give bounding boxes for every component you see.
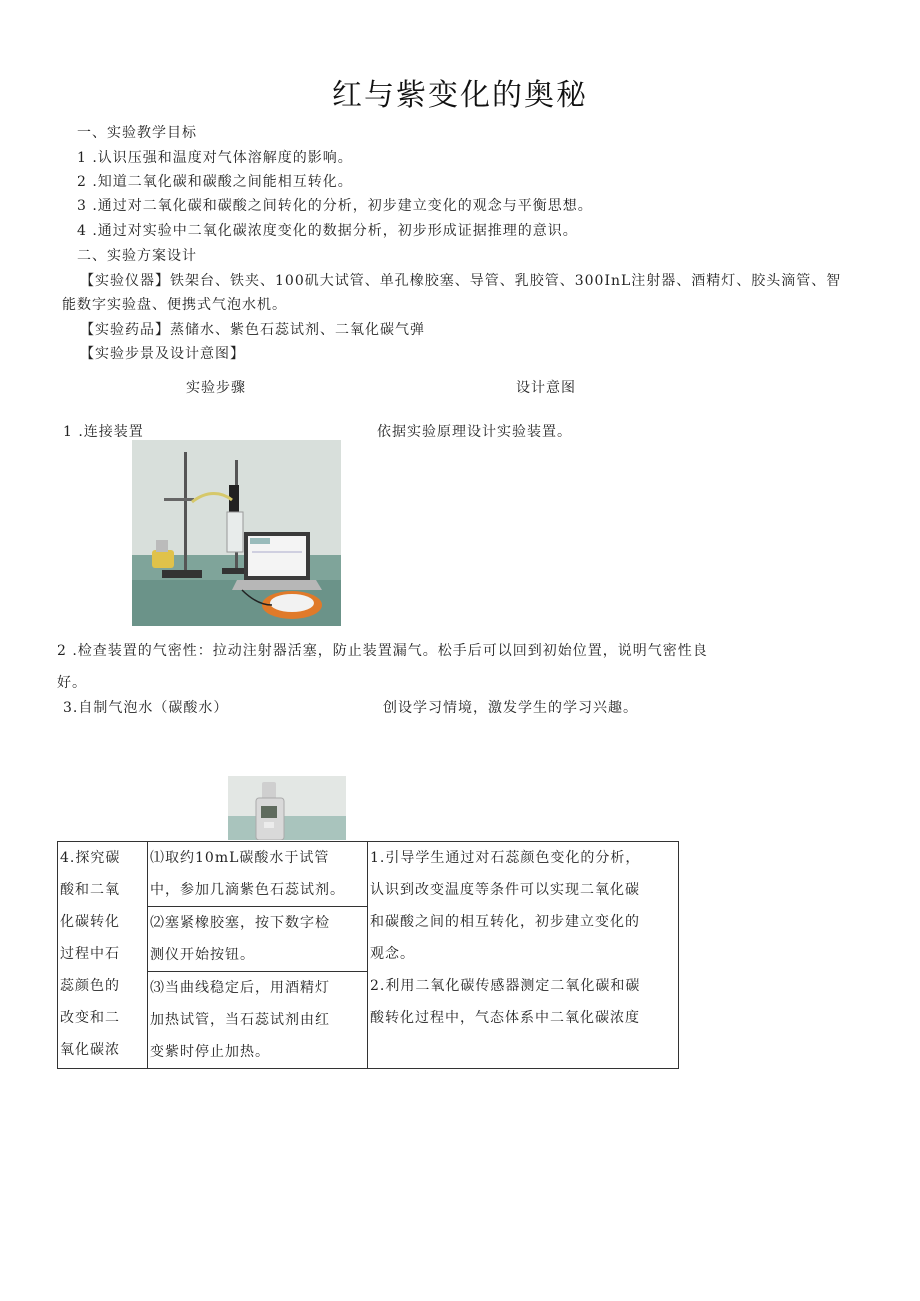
table-step-4-line: 氧化碳浓	[60, 1042, 120, 1058]
table-intent-line: 2.利用二氧化碳传感器测定二氧化碳和碳	[370, 978, 641, 994]
step-2-line-2: 好。	[57, 675, 87, 691]
section-heading-design: 二、实验方案设计	[77, 248, 197, 264]
goal-item-3: 3 .通过对二氧化碳和碳酸之间转化的分析，初步建立变化的观念与平衡思想。	[77, 198, 593, 214]
section-heading-goals: 一、实验教学目标	[77, 125, 197, 141]
step-1-label: 1 .连接装置	[63, 424, 144, 440]
table-substep-line: 加热试管，当石蕊试剂由红	[150, 1012, 330, 1028]
table-substep-line: 测仪开始按钮。	[150, 947, 255, 963]
table-substep-line: 中，参加几滴紫色石蕊试剂。	[150, 882, 345, 898]
step-3-intent: 创设学习情境，激发学生的学习兴趣。	[383, 700, 638, 716]
step-3-label: 3.自制气泡水（碳酸水）	[63, 700, 229, 716]
goal-item-1: 1 .认识压强和温度对气体溶解度的影响。	[77, 150, 353, 166]
table-intent-line: 认识到改变温度等条件可以实现二氧化碳	[370, 882, 640, 898]
table-substep-line: ⑵塞紧橡胶塞，按下数字检	[150, 915, 330, 931]
table-step-4-line: 酸和二氧	[60, 882, 120, 898]
table-substep-line: 变紫时停止加热。	[150, 1044, 270, 1060]
goal-item-2: 2 .知道二氧化碳和碳酸之间能相互转化。	[77, 174, 353, 190]
table-substep-1-cell	[148, 842, 368, 907]
apparatus-photo	[132, 440, 341, 626]
column-heading-steps: 实验步骤	[186, 380, 246, 396]
reagents-line: 【实验药品】蒸储水、紫色石蕊试剂、二氧化碳气弹	[80, 322, 425, 338]
table-intent-line: 1.引导学生通过对石蕊颜色变化的分析，	[370, 850, 641, 866]
table-step-4-cell	[58, 842, 148, 1069]
step-1-intent: 依据实验原理设计实验装置。	[377, 424, 572, 440]
table-substep-2-cell	[148, 907, 368, 972]
table-intent-line: 观念。	[370, 946, 415, 962]
experiment-table	[57, 841, 679, 1069]
column-heading-intent: 设计意图	[516, 380, 576, 396]
table-intent-line: 和碳酸之间的相互转化，初步建立变化的	[370, 914, 640, 930]
steps-heading: 【实验步景及设计意图】	[80, 346, 245, 362]
table-step-4-line: 蕊颜色的	[60, 978, 120, 994]
table-step-4-line: 4.探究碳	[60, 850, 121, 866]
bubble-water-machine-photo	[228, 776, 346, 840]
goal-item-4: 4 .通过对实验中二氧化碳浓度变化的数据分析，初步形成证据推理的意识。	[77, 223, 578, 239]
table-substep-3-cell	[148, 972, 368, 1069]
step-2-line-1: 2 .检查装置的气密性：拉动注射器活塞，防止装置漏气。松手后可以回到初始位置，说明气密性良	[57, 643, 708, 659]
table-intent-cell	[368, 842, 679, 1069]
table-step-4-line: 过程中石	[60, 946, 120, 962]
table-substep-line: ⑶当曲线稳定后，用酒精灯	[150, 980, 330, 996]
table-step-4-line: 改变和二	[60, 1010, 120, 1026]
table-substep-line: ⑴取约10mL碳酸水于试管	[150, 850, 330, 866]
table-step-4-line: 化碳转化	[60, 914, 120, 930]
table-intent-line: 酸转化过程中，气态体系中二氧化碳浓度	[370, 1010, 640, 1026]
instruments-line-1: 【实验仪器】铁架台、铁夹、100矶大试管、单孔橡胶塞、导管、乳胶管、300InL注射器、酒精灯、胶头滴管、智	[80, 273, 842, 289]
instruments-line-2: 能数字实验盘、便携式气泡水机。	[62, 297, 287, 313]
page-title: 红与紫变化的奥秘	[332, 78, 588, 113]
